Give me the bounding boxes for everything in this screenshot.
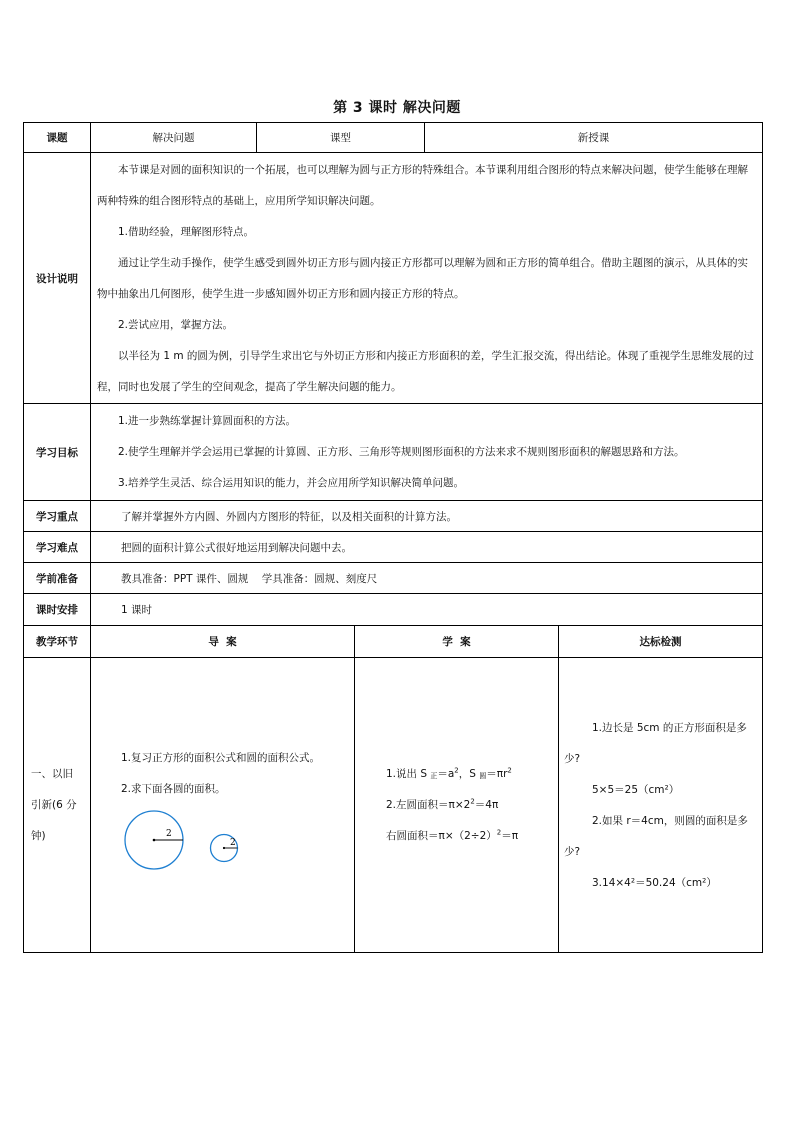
study-header: 学 案: [442, 636, 471, 648]
guide-header: 导 案: [208, 636, 237, 648]
section1-study-cell: [354, 657, 559, 953]
check-answer: 3.14×4²＝50.24（cm²）: [592, 877, 717, 889]
phase-header-cell: [23, 625, 91, 658]
focus-value: 了解并掌握外方内圆、外圆内方图形的特征，以及相关面积的计算方法。: [121, 510, 457, 523]
check-header-cell: [558, 625, 763, 658]
focus-label: 学习重点: [36, 510, 78, 523]
phase-line: 钟): [31, 829, 46, 842]
type-label-cell: [256, 122, 425, 153]
schedule-label: 课时安排: [36, 604, 78, 616]
prep-content-cell: [90, 562, 763, 594]
prep-value: 教具准备：PPT 课件、圆规 学具准备：圆规、刻度尺: [121, 572, 378, 585]
check-question: 2.如果 r＝4cm，则圆的面积是多: [592, 815, 748, 827]
type-value-cell: [424, 122, 763, 153]
difficulty-content-cell: [90, 531, 763, 563]
design-paragraph: 通过让学生动手操作，使学生感受到圆外切正方形与圆内接正方形都可以理解为圆和正方形的简单组合。借助主题图的演示，从具体的实物中抽象出几何图形，使学生进一步感知圆外切正方形和圆内接正方形的特点。: [97, 257, 748, 300]
study-header-cell: [354, 625, 559, 658]
difficulty-label: 学习难点: [36, 541, 78, 554]
topic-label-cell: [23, 122, 91, 153]
check-question: 1.边长是 5cm 的正方形面积是多: [592, 722, 747, 734]
large-circle-center: [153, 839, 156, 842]
objectives-content-cell: [90, 403, 763, 501]
study-formula-line: 1.说出 S 正$=a^2$，S 圆$=\pi r^2$: [386, 766, 512, 780]
phase-line: 引新(6 分: [31, 798, 77, 811]
guide-item: 1.复习正方形的面积公式和圆的面积公式。: [121, 752, 321, 764]
study-right-circle-line: 右圆面积$=\pi\times(2\div 2)^2=\pi$: [386, 828, 519, 842]
design-label-cell: [23, 152, 91, 404]
prep-label: 学前准备: [36, 572, 78, 585]
design-paragraph: 2.尝试应用，掌握方法。: [118, 319, 234, 331]
section1-guide-cell: [90, 657, 355, 953]
section1-phase-cell: [23, 657, 91, 953]
objective-item: 2.使学生理解并学会运用已掌握的计算圆、正方形、三角形等规则图形面积的方法来求不规则图形面积的解题思路和方法。: [118, 446, 685, 458]
topic-value-cell: [90, 122, 257, 153]
small-circle-center: [223, 847, 225, 849]
schedule-content-cell: [90, 593, 763, 626]
prep-label-cell: [23, 562, 91, 594]
objectives-label-cell: [23, 403, 91, 501]
large-circle-radius-label: 2: [166, 829, 172, 839]
focus-content-cell: [90, 500, 763, 532]
check-answer: 5×5＝25（cm²）: [592, 784, 680, 796]
schedule-value: 1 课时: [121, 604, 153, 616]
design-paragraph: 以半径为 1 m 的圆为例，引导学生求出它与外切正方形和内接正方形面积的差，学生汇报交流，得出结论。体现了重视学生思维发展的过程，同时也发展了学生的空间观念，提高了学生解决问题的能力。: [97, 350, 754, 393]
circles-figure: [119, 805, 259, 875]
guide-item: 2.求下面各圆的面积。: [121, 783, 226, 795]
objective-item: 3.培养学生灵活、综合运用知识的能力，并会应用所学知识解决简单问题。: [118, 477, 465, 489]
lesson-plan-table: [23, 122, 763, 953]
design-paragraph: 1.借助经验，理解图形特点。: [118, 226, 255, 238]
design-paragraph: 本节课是对圆的面积知识的一个拓展，也可以理解为圆与正方形的特殊组合。本节课利用组合图形的特点来解决问题，使学生能够在理解两种特殊的组合图形特点的基础上，应用所学知识解决问题。: [97, 164, 748, 207]
study-left-circle-line: 2.左圆面积$=\pi\times 2^2=4\pi$: [386, 797, 499, 811]
objectives-label: 学习目标: [36, 446, 78, 459]
check-header: 达标检测: [639, 636, 682, 648]
type-value: 新授课: [577, 132, 610, 144]
design-label: 设计说明: [36, 272, 78, 285]
phase-header: 教学环节: [36, 636, 78, 648]
focus-label-cell: [23, 500, 91, 532]
phase-line: 一、以旧: [31, 767, 73, 780]
page-title: 第 3 课时 解决问题: [333, 100, 461, 116]
schedule-label-cell: [23, 593, 91, 626]
section1-check-cell: [558, 657, 763, 953]
difficulty-value: 把圆的面积计算公式很好地运用到解决问题中去。: [121, 541, 352, 554]
design-content-cell: [90, 152, 763, 404]
check-question: 少?: [564, 753, 581, 765]
topic-label: 课题: [46, 132, 68, 144]
check-question: 少?: [564, 846, 581, 858]
difficulty-label-cell: [23, 531, 91, 563]
small-circle-radius-label: 2: [230, 838, 236, 848]
type-label: 课型: [330, 132, 351, 144]
objective-item: 1.进一步熟练掌握计算圆面积的方法。: [118, 415, 297, 427]
guide-header-cell: [90, 625, 355, 658]
topic-value: 解决问题: [152, 132, 195, 144]
